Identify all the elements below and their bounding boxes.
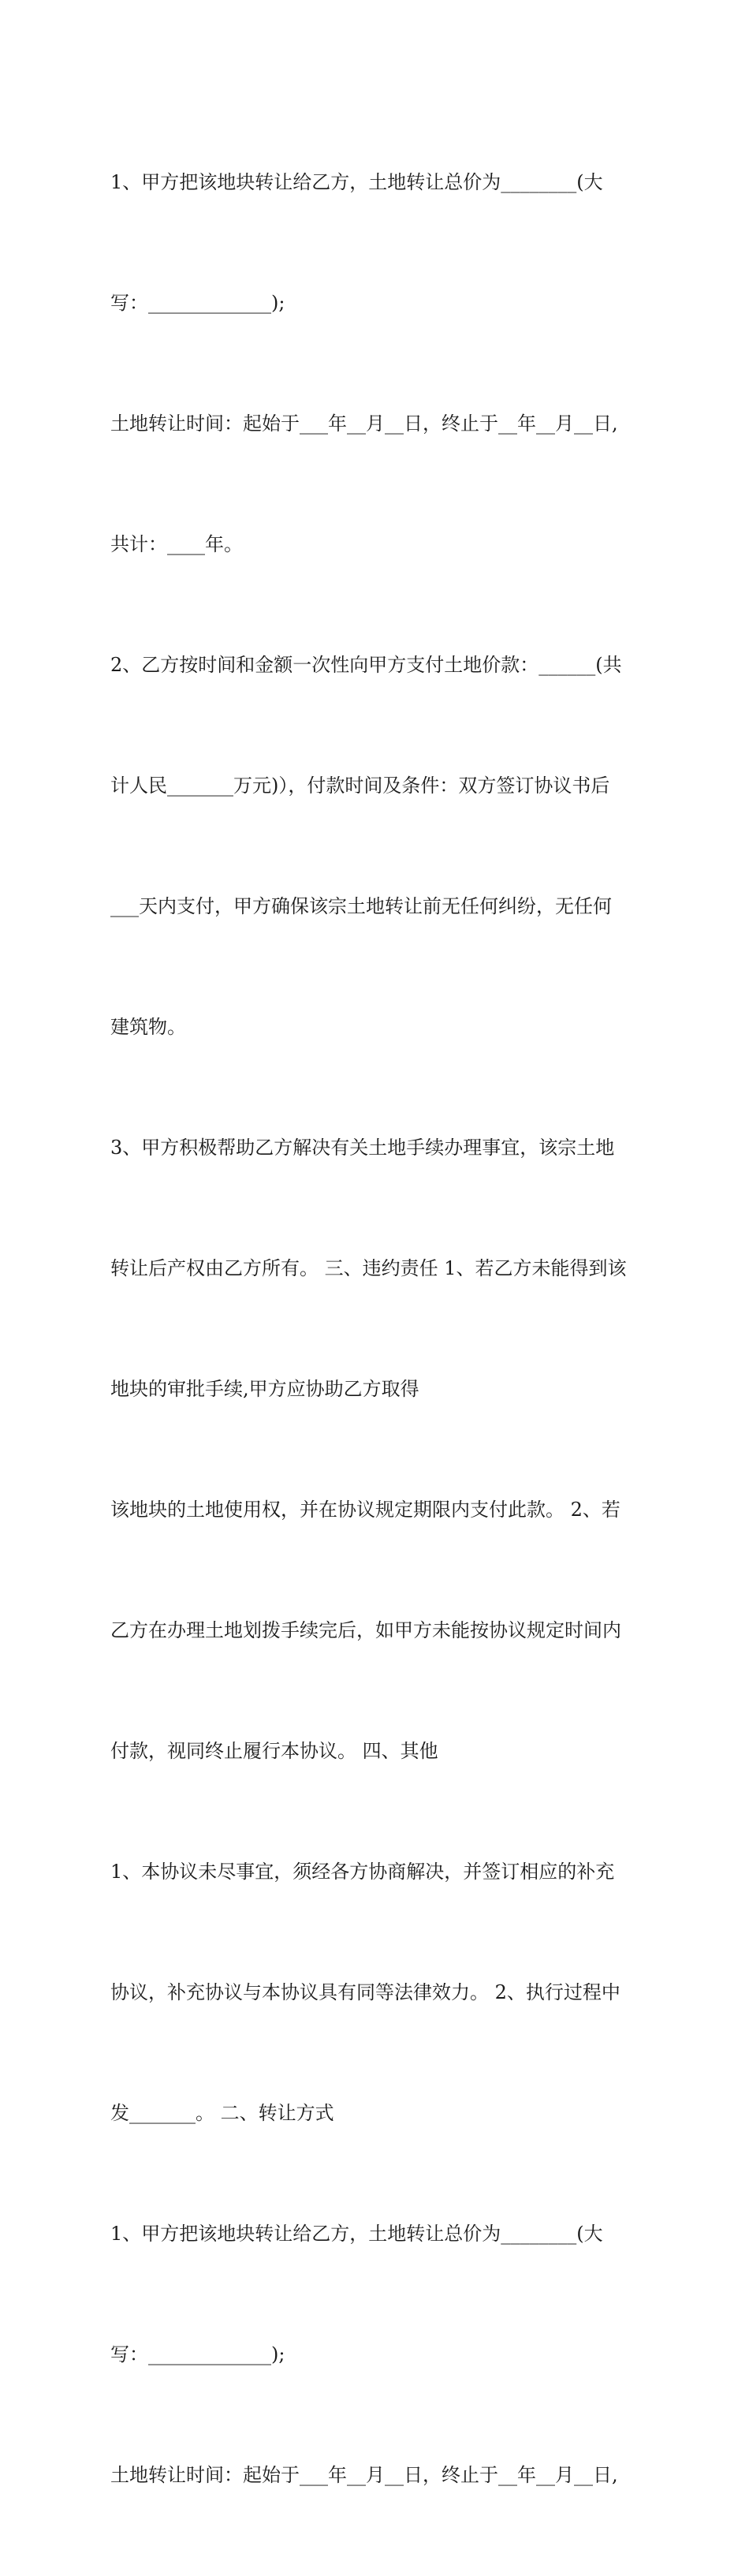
text-line-20: 土地转让时间：起始于___年__月__日，终止于__年__月__日,: [110, 2464, 618, 2486]
text-line-17: 发_______。 二、转让方式: [110, 2102, 334, 2124]
text-line-15: 1、本协议未尽事宜，须经各方协商解决，并签订相应的补充: [110, 1861, 615, 1883]
text-line-11: 地块的审批手续,甲方应协助乙方取得: [110, 1378, 419, 1400]
text-line-16: 协议，补充协议与本协议具有同等法律效力。 2、执行过程中: [110, 1981, 620, 2003]
text-line-5: 2、乙方按时间和金额一次性向甲方支付土地价款：______(共: [110, 654, 622, 676]
text-line-10: 转让后产权由乙方所有。 三、违约责任 1、若乙方未能得到该: [110, 1257, 627, 1279]
text-line-4: 共计：____年。: [110, 533, 243, 555]
document-body: [110, 82, 647, 2576]
text-line-19: 写：_____________);: [110, 2343, 285, 2365]
text-line-6: 计人民_______万元)），付款时间及条件：双方签订协议书后: [110, 775, 610, 797]
text-line-8: 建筑物。: [110, 1016, 186, 1038]
text-line-2: 写：_____________);: [110, 292, 285, 314]
text-line-1: 1、甲方把该地块转让给乙方，土地转让总价为________(大: [110, 171, 603, 193]
text-line-13: 乙方在办理土地划拨手续完后，如甲方未能按协议规定时间内: [110, 1619, 621, 1641]
text-line-14: 付款，视同终止履行本协议。 四、其他: [110, 1740, 438, 1762]
text-line-7: ___天内支付，甲方确保该宗土地转让前无任何纠纷，无任何: [110, 895, 612, 917]
text-line-3: 土地转让时间：起始于___年__月__日，终止于__年__月__日,: [110, 413, 618, 435]
text-line-18: 1、甲方把该地块转让给乙方，土地转让总价为________(大: [110, 2223, 603, 2245]
text-line-9: 3、甲方积极帮助乙方解决有关土地手续办理事宜，该宗土地: [110, 1137, 615, 1159]
text-line-12: 该地块的土地使用权，并在协议规定期限内支付此款。 2、若: [110, 1499, 620, 1521]
